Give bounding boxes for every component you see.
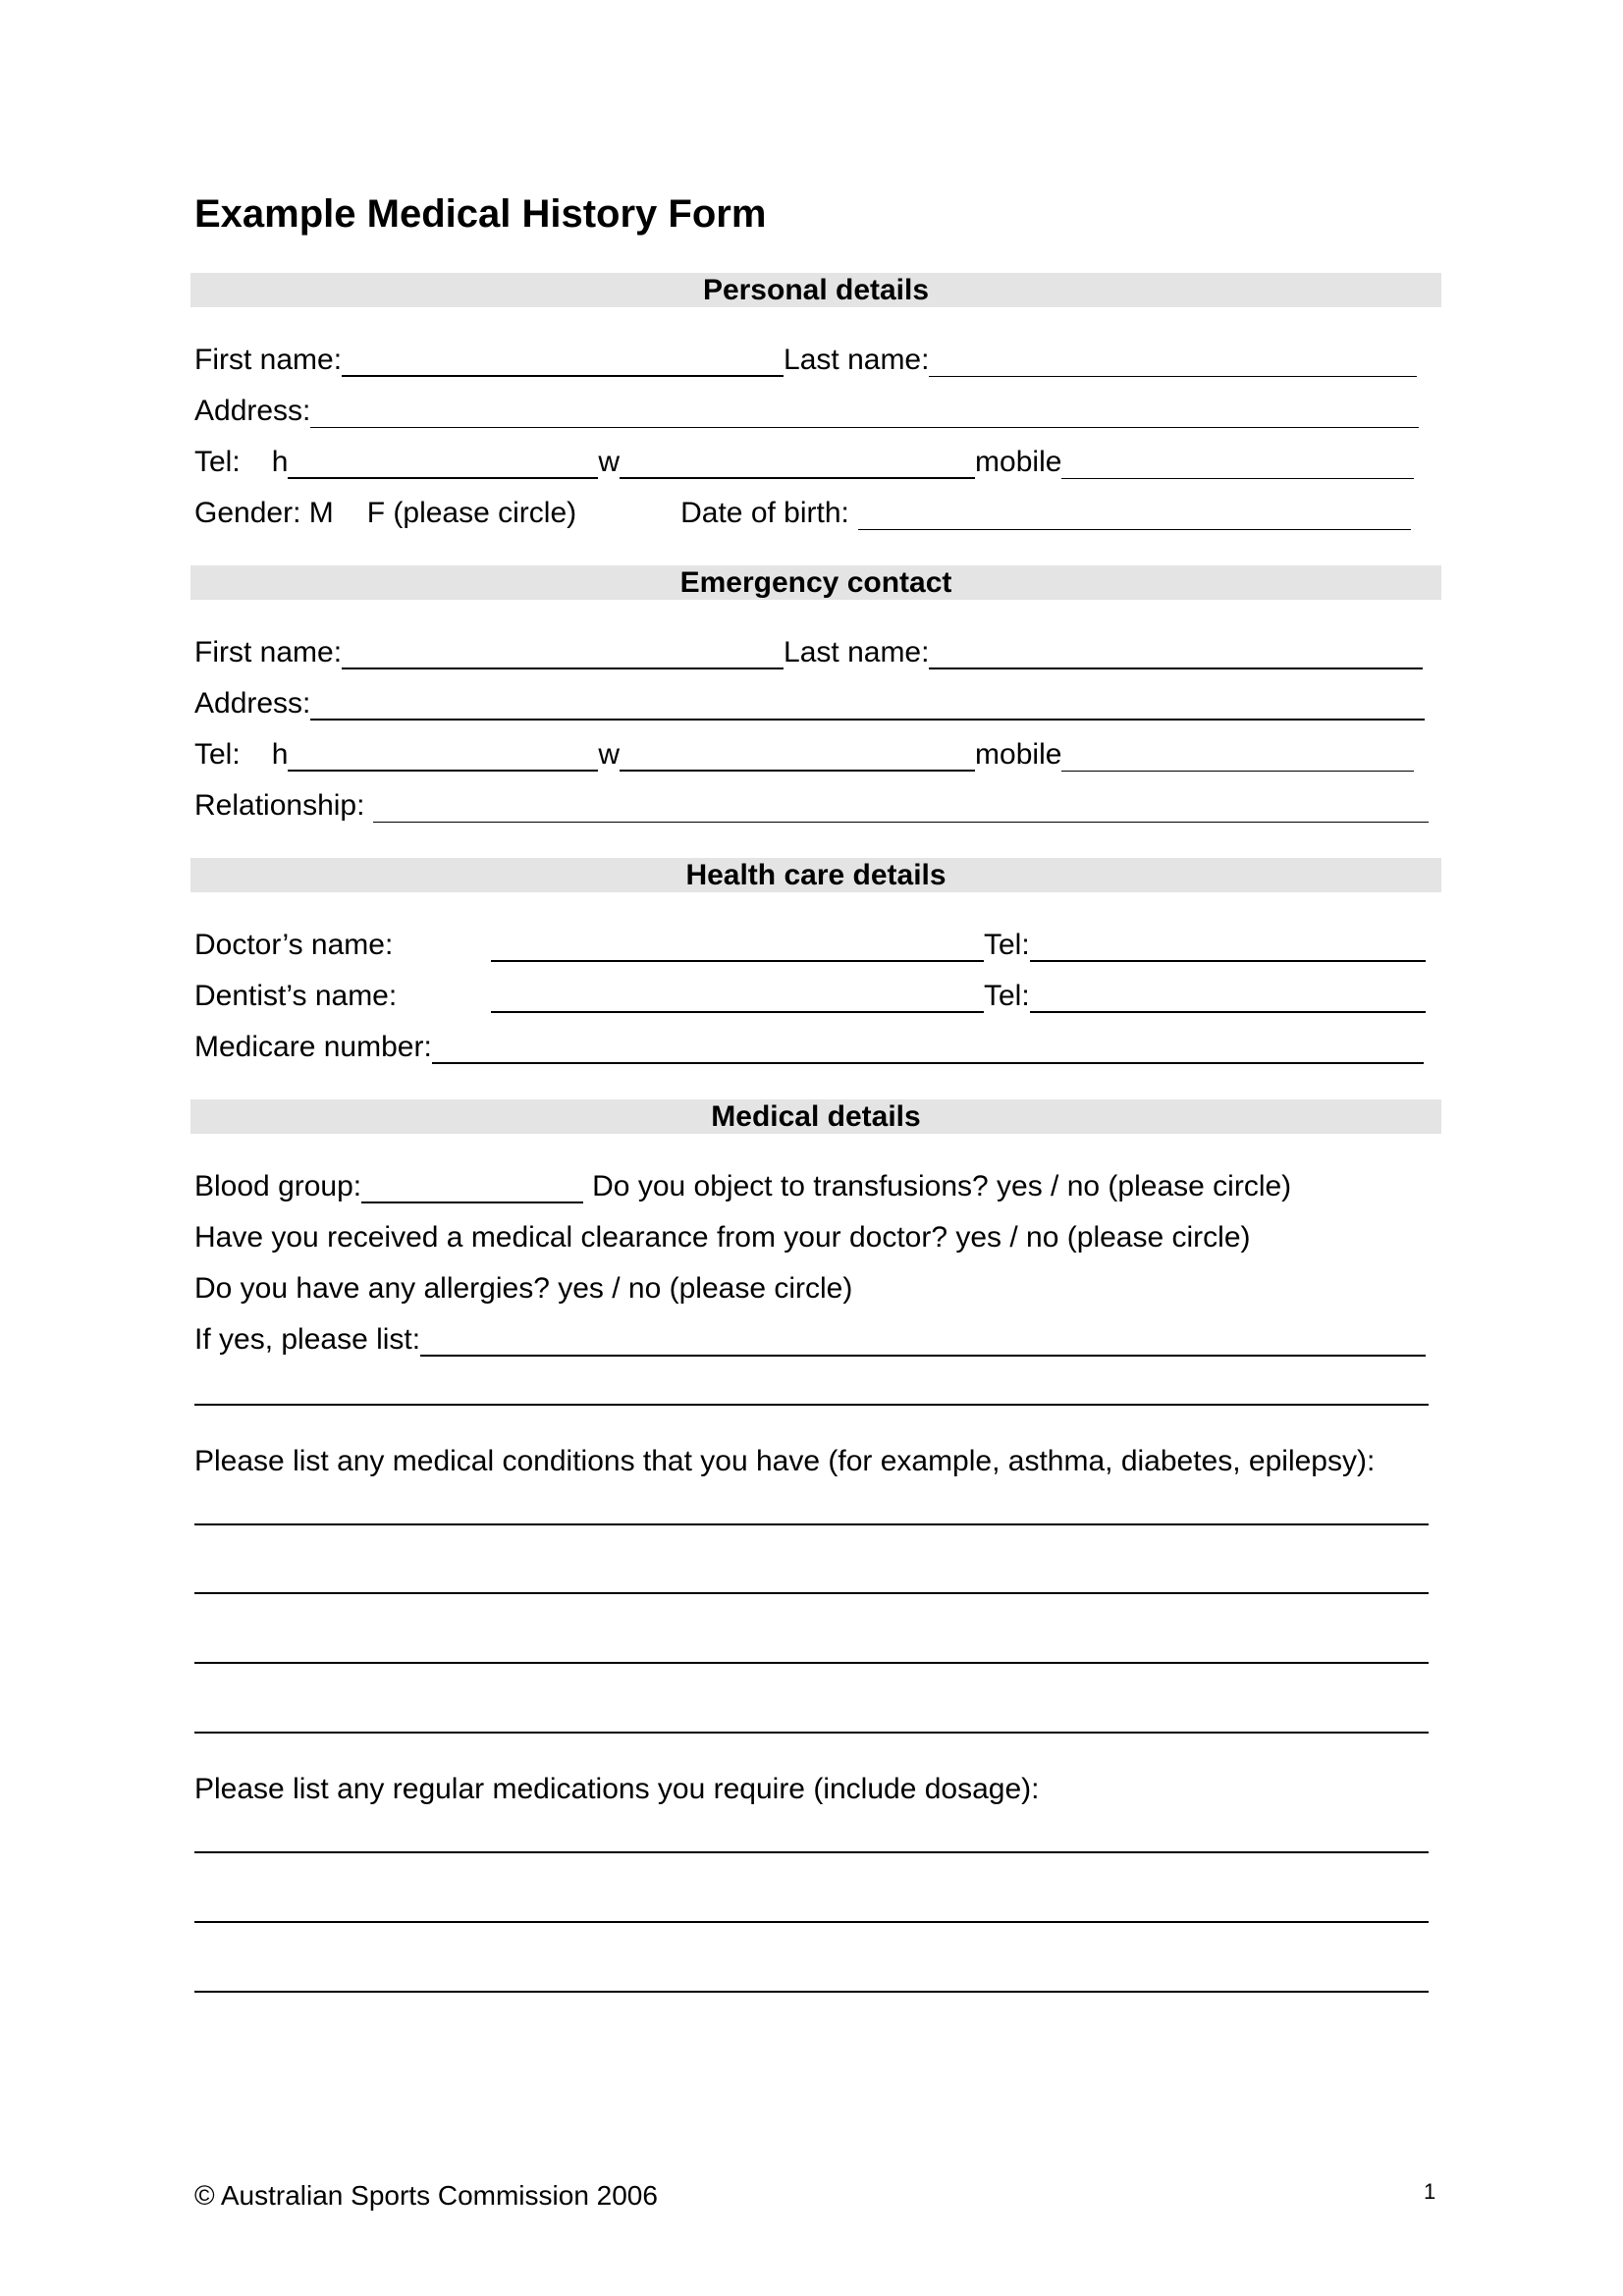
conditions-prompt: Please list any medical conditions that you have (for example, asthma, diabetes, epilepsy): <box>194 1445 1376 1477</box>
emergency-tel-mobile-field[interactable] <box>1061 737 1414 772</box>
medications-prompt: Please list any regular medications you require (include dosage): <box>194 1773 1040 1805</box>
emergency-tel-mobile-label: mobile <box>975 738 1062 771</box>
emergency-tel-home-label: h <box>271 738 289 771</box>
dentist-tel-field[interactable] <box>1030 978 1426 1013</box>
personal-name-row <box>194 342 1417 377</box>
doctor-tel-field[interactable] <box>1030 927 1426 962</box>
emergency-last-name-field[interactable] <box>929 634 1423 669</box>
medications-line-1[interactable] <box>194 1851 1429 1853</box>
tel-label: Tel: <box>194 446 241 478</box>
medications-line-2[interactable] <box>194 1921 1429 1923</box>
medications-line-3[interactable] <box>194 1991 1429 1993</box>
last-name-label: Last name: <box>784 344 930 376</box>
emergency-tel-work-field[interactable] <box>620 736 975 772</box>
dob-field[interactable] <box>858 496 1411 530</box>
conditions-prompt-row <box>194 1443 1375 1478</box>
conditions-line-3[interactable] <box>194 1662 1429 1664</box>
clearance-row <box>194 1219 1251 1255</box>
tel-work-field[interactable] <box>620 444 975 479</box>
section-health-care-details: Health care details <box>190 858 1441 892</box>
tel-mobile-label: mobile <box>975 446 1062 478</box>
section-medical-details: Medical details <box>190 1099 1441 1134</box>
emergency-last-name-label: Last name: <box>784 636 930 668</box>
dentist-row <box>194 978 1426 1013</box>
gender-label: Gender: M <box>194 497 334 529</box>
allergies-list-label: If yes, please list: <box>194 1323 421 1356</box>
dob-label: Date of birth: <box>680 497 849 529</box>
emergency-relationship-row <box>194 787 1429 823</box>
personal-address-row <box>194 393 1419 428</box>
tel-home-label: h <box>271 446 289 478</box>
blood-group-field[interactable] <box>361 1168 583 1203</box>
first-name-label: First name: <box>194 344 343 376</box>
allergies-list-row <box>194 1321 1426 1357</box>
relationship-label: Relationship: <box>194 789 365 822</box>
clearance-question: Have you received a medical clearance from your doctor? yes / no (please circle) <box>194 1221 1251 1254</box>
section-emergency-contact: Emergency contact <box>190 565 1441 600</box>
tel-work-label: w <box>598 446 621 478</box>
blood-group-label: Blood group: <box>194 1170 362 1202</box>
dentist-name-label: Dentist’s name: <box>194 980 398 1012</box>
first-name-field[interactable] <box>342 342 784 377</box>
tel-home-field[interactable] <box>288 444 598 479</box>
emergency-tel-row <box>194 736 1414 772</box>
last-name-field[interactable] <box>929 343 1417 377</box>
transfusions-question: Do you object to transfusions? yes / no (please circle) <box>592 1170 1292 1202</box>
emergency-address-label: Address: <box>194 687 311 720</box>
conditions-line-2[interactable] <box>194 1592 1429 1594</box>
doctor-tel-label: Tel: <box>984 929 1030 961</box>
emergency-tel-work-label: w <box>598 738 621 771</box>
blood-group-row <box>194 1168 1291 1203</box>
copyright-footer: © Australian Sports Commission 2006 <box>194 2180 658 2211</box>
conditions-line-4[interactable] <box>194 1732 1429 1734</box>
emergency-address-field[interactable] <box>310 685 1425 721</box>
medicare-field[interactable] <box>432 1029 1424 1064</box>
page-number: 1 <box>1424 2179 1436 2204</box>
emergency-first-name-field[interactable] <box>342 634 784 669</box>
emergency-tel-label: Tel: <box>194 738 241 771</box>
medicare-row <box>194 1029 1424 1064</box>
allergies-row <box>194 1270 852 1306</box>
doctor-name-field[interactable] <box>491 927 984 962</box>
page-title: Example Medical History Form <box>194 192 767 236</box>
personal-tel-row <box>194 444 1414 479</box>
address-field[interactable] <box>310 394 1419 428</box>
tel-mobile-field[interactable] <box>1061 445 1414 479</box>
dentist-name-field[interactable] <box>491 978 984 1013</box>
dentist-tel-label: Tel: <box>984 980 1030 1012</box>
relationship-field[interactable] <box>373 788 1429 823</box>
conditions-line-1[interactable] <box>194 1523 1429 1525</box>
section-personal-details: Personal details <box>190 273 1441 307</box>
doctor-row <box>194 927 1426 962</box>
emergency-tel-home-field[interactable] <box>288 736 598 772</box>
medicare-label: Medicare number: <box>194 1031 432 1063</box>
emergency-name-row <box>194 634 1423 669</box>
allergies-list-field[interactable] <box>420 1321 1426 1357</box>
personal-gender-row <box>194 495 1411 530</box>
allergies-list-line-2[interactable] <box>194 1404 1429 1406</box>
emergency-first-name-label: First name: <box>194 636 343 668</box>
allergies-question: Do you have any allergies? yes / no (please circle) <box>194 1272 853 1305</box>
medications-prompt-row <box>194 1771 1039 1806</box>
emergency-address-row <box>194 685 1425 721</box>
doctor-name-label: Doctor’s name: <box>194 929 394 961</box>
gender-female-label: F (please circle) <box>366 497 577 529</box>
address-label: Address: <box>194 395 311 427</box>
